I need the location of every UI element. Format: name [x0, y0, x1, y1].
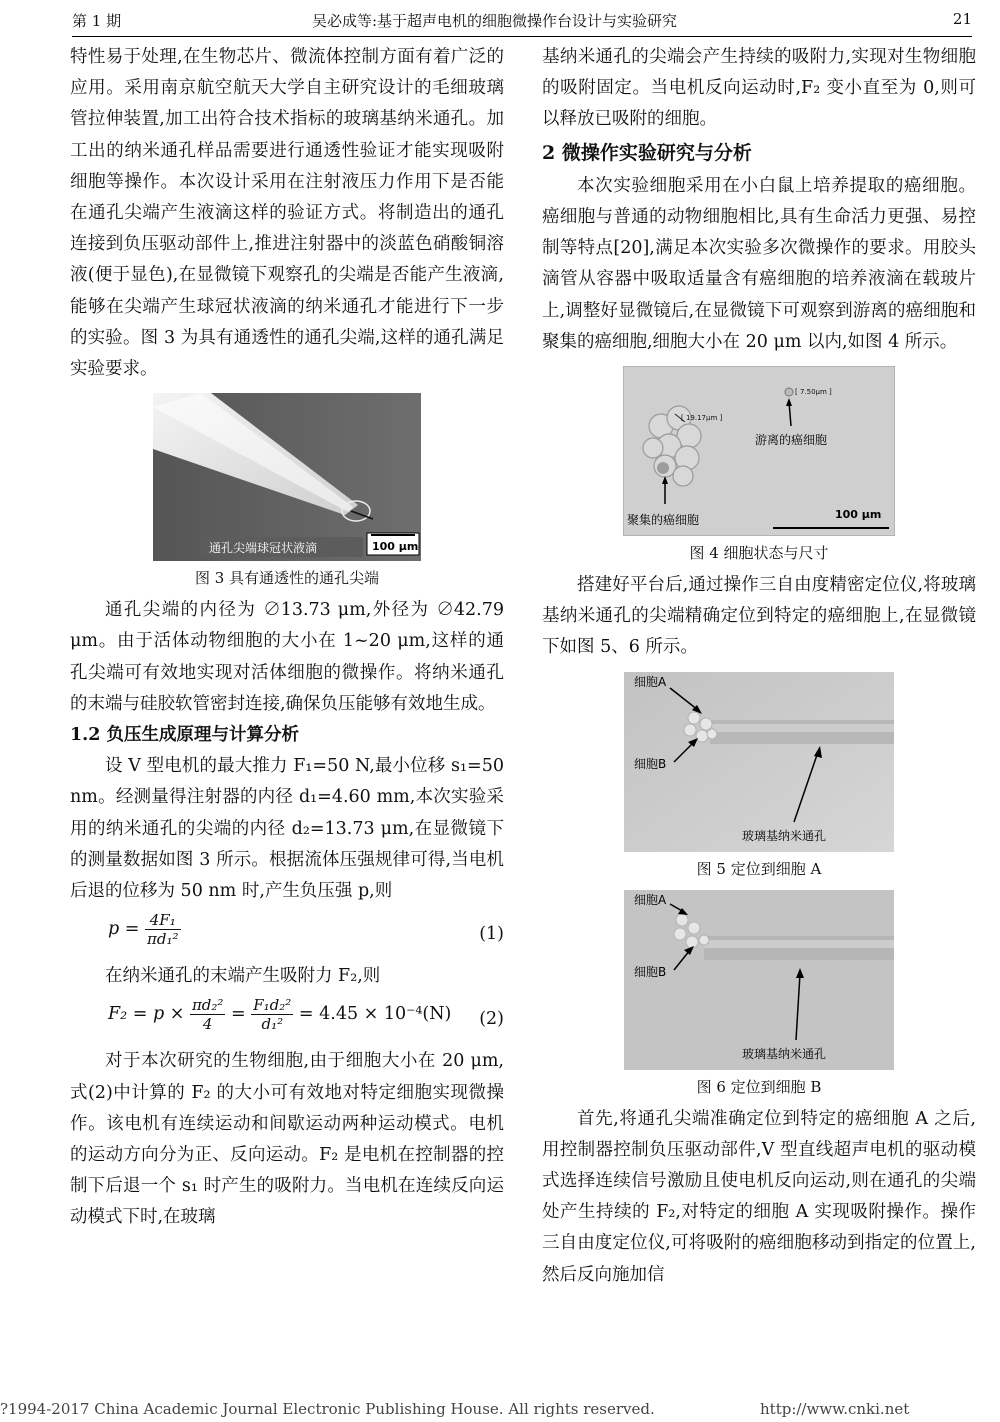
running-title: 吴必成等:基于超声电机的细胞微操作台设计与实验研究	[312, 12, 678, 30]
label-cell-b: 细胞B	[634, 964, 667, 979]
paragraph: 特性易于处理,在生物芯片、微流体控制方面有着广泛的应用。采用南京航空航天大学自主研究设计的毛细玻璃管拉伸装置,加工出符合技术指标的玻璃基纳米通孔。加工出的纳米通孔样品需要进行通透性验证才能实现吸附细胞等操作。本次设计采用在注射液压力作用下是否能在通孔尖端产生液滴这样的验证方式。将制造出的通孔连接到负压驱动部件上,推进注射器中的淡蓝色硝酸铜溶液(便于显色),在显微镜下观察孔的尖端是否能产生液滴,能够在尖端产生球冠状液滴的纳米通孔才能进行下一步的实验。图 3 为具有通透性的通孔尖端,这样的通孔满足实验要求。	[70, 47, 504, 380]
paragraph: 在纳米通孔的末端产生吸附力 F₂,则	[105, 966, 381, 987]
header-rule	[72, 36, 972, 37]
label-cell-a: 细胞A	[634, 892, 667, 907]
equation-result: = 4.45 × 10⁻⁴(N)	[298, 1004, 452, 1025]
paragraph: 设 V 型电机的最大推力 F₁=50 N,最小位移 s₁=50 nm。经测量得注射器的内径 d₁=4.60 mm,本次实验采用的纳米通孔的尖端的内径 d₂=13.73 μm,在显微镜下的测量数据如图 3 所示。根据流体压强规律可得,当电机后退的位移为 50 nm 时,产生负压强 p,则	[70, 756, 504, 902]
micrograph-cells	[623, 366, 895, 536]
scale-bar-label: 100 μm	[835, 508, 882, 522]
running-header	[72, 6, 972, 36]
paragraph: 基纳米通孔的尖端会产生持续的吸附力,实现对生物细胞的吸附固定。当电机反向运动时,F₂ 变小直至为 0,则可以释放已吸附的细胞。	[542, 47, 976, 130]
annotation-clustered-cells: 聚集的癌细胞	[627, 513, 700, 528]
figure-caption: 图 6 定位到细胞 B	[696, 1077, 822, 1096]
figure-caption: 图 5 定位到细胞 A	[696, 859, 822, 878]
annotation-free-cells: 游离的癌细胞	[755, 433, 828, 448]
equation-1: p = $\frac{\text{4F₁}}{\text{πd₁²}}$ (1)	[70, 911, 504, 957]
figure-3	[153, 393, 421, 561]
figure-caption: 图 3 具有通透性的通孔尖端	[194, 569, 380, 588]
equation-number: (1)	[479, 924, 504, 945]
label-nanopore: 玻璃基纳米通孔	[742, 828, 827, 843]
figure-4	[623, 366, 895, 536]
paragraph: 对于本次研究的生物细胞,由于细胞大小在 20 μm,式(2)中计算的 F₂ 的大小可有效地对特定细胞实现微操作。该电机有连续运动和间歇运动两种运动模式。电机的运动方向分为正、反向运动。F₂ 是电机在控制器的控制下后退一个 s₁ 时产生的吸附力。当电机在连续反向运动模式下时,在玻璃	[70, 1051, 504, 1228]
equation-2: F₂ = p × $\frac{\text{πd₂²}}{4}$ = $\frac{\text{F₁d₂²}}{\text{d₁²}}$ = 4.45 × 10⁻⁴(N) (2)	[70, 996, 504, 1042]
section-heading: 1.2 负压生成原理与计算分析	[70, 725, 300, 746]
micrograph-cell-a	[624, 672, 894, 852]
label-cell-b: 细胞B	[634, 756, 667, 771]
label-cell-a: 细胞A	[634, 674, 667, 689]
footer-url: http://www.cnki.net	[760, 1400, 910, 1418]
figure-5	[624, 672, 894, 852]
page-number: 21	[952, 10, 972, 28]
footer	[0, 1400, 1000, 1418]
paragraph: 搭建好平台后,通过操作三自由度精密定位仪,将玻璃基纳米通孔的尖端精确定位到特定的癌细胞上,在显微镜下如图 5、6 所示。	[542, 575, 976, 658]
left-column	[70, 42, 504, 1234]
label-nanopore: 玻璃基纳米通孔	[742, 1046, 827, 1061]
measurement-label: [ 19.17μm ]	[681, 414, 723, 423]
figure-caption: 图 4 细胞状态与尺寸	[689, 544, 829, 563]
paragraph: 通孔尖端的内径为 ∅13.73 μm,外径为 ∅42.79 μm。由于活体动物细胞的大小在 1~20 μm,这样的通孔尖端可有效地实现对活体细胞的微操作。将纳米通孔的末端与硅胶软管密封连接,确保负压能够有效地生成。	[70, 600, 504, 714]
paragraph: 首先,将通孔尖端准确定位到特定的癌细胞 A 之后,用控制器控制负压驱动部件,V 型直线超声电机的驱动模式选择连续信号激励且使电机反向运动,则在通孔的尖端处产生持续的 F₂,对特定的细胞 A 实现吸附操作。操作三自由度定位仪,可将吸附的癌细胞移动到指定的位置上,然后反向施加信	[542, 1108, 976, 1285]
issue-number: 第 1 期	[72, 12, 122, 30]
micrograph-tip	[153, 393, 421, 561]
scale-bar-label: 100 μm	[372, 540, 419, 554]
right-column	[542, 42, 976, 1291]
equation-number: (2)	[479, 1009, 504, 1030]
paragraph: 本次实验细胞采用在小白鼠上培养提取的癌细胞。癌细胞与普通的动物细胞相比,具有生命活力更强、易控制等特点[20],满足本次实验多次微操作的要求。用胶头滴管从容器中吸取适量含有癌细胞的培养液滴在载玻片上,调整好显微镜后,在显微镜下可观察到游离的癌细胞和聚集的癌细胞,细胞大小在 20 μm 以内,如图 4 所示。	[542, 175, 976, 352]
copyright-notice: ?1994-2017 China Academic Journal Electronic Publishing House. All rights reserved.	[0, 1400, 655, 1418]
measurement-label: [ 7.50μm ]	[795, 388, 832, 397]
section-heading: 2 微操作实验研究与分析	[542, 141, 752, 164]
micrograph-cell-b	[624, 890, 894, 1070]
figure-6	[624, 890, 894, 1070]
figure-label: 通孔尖端球冠状液滴	[209, 541, 318, 556]
